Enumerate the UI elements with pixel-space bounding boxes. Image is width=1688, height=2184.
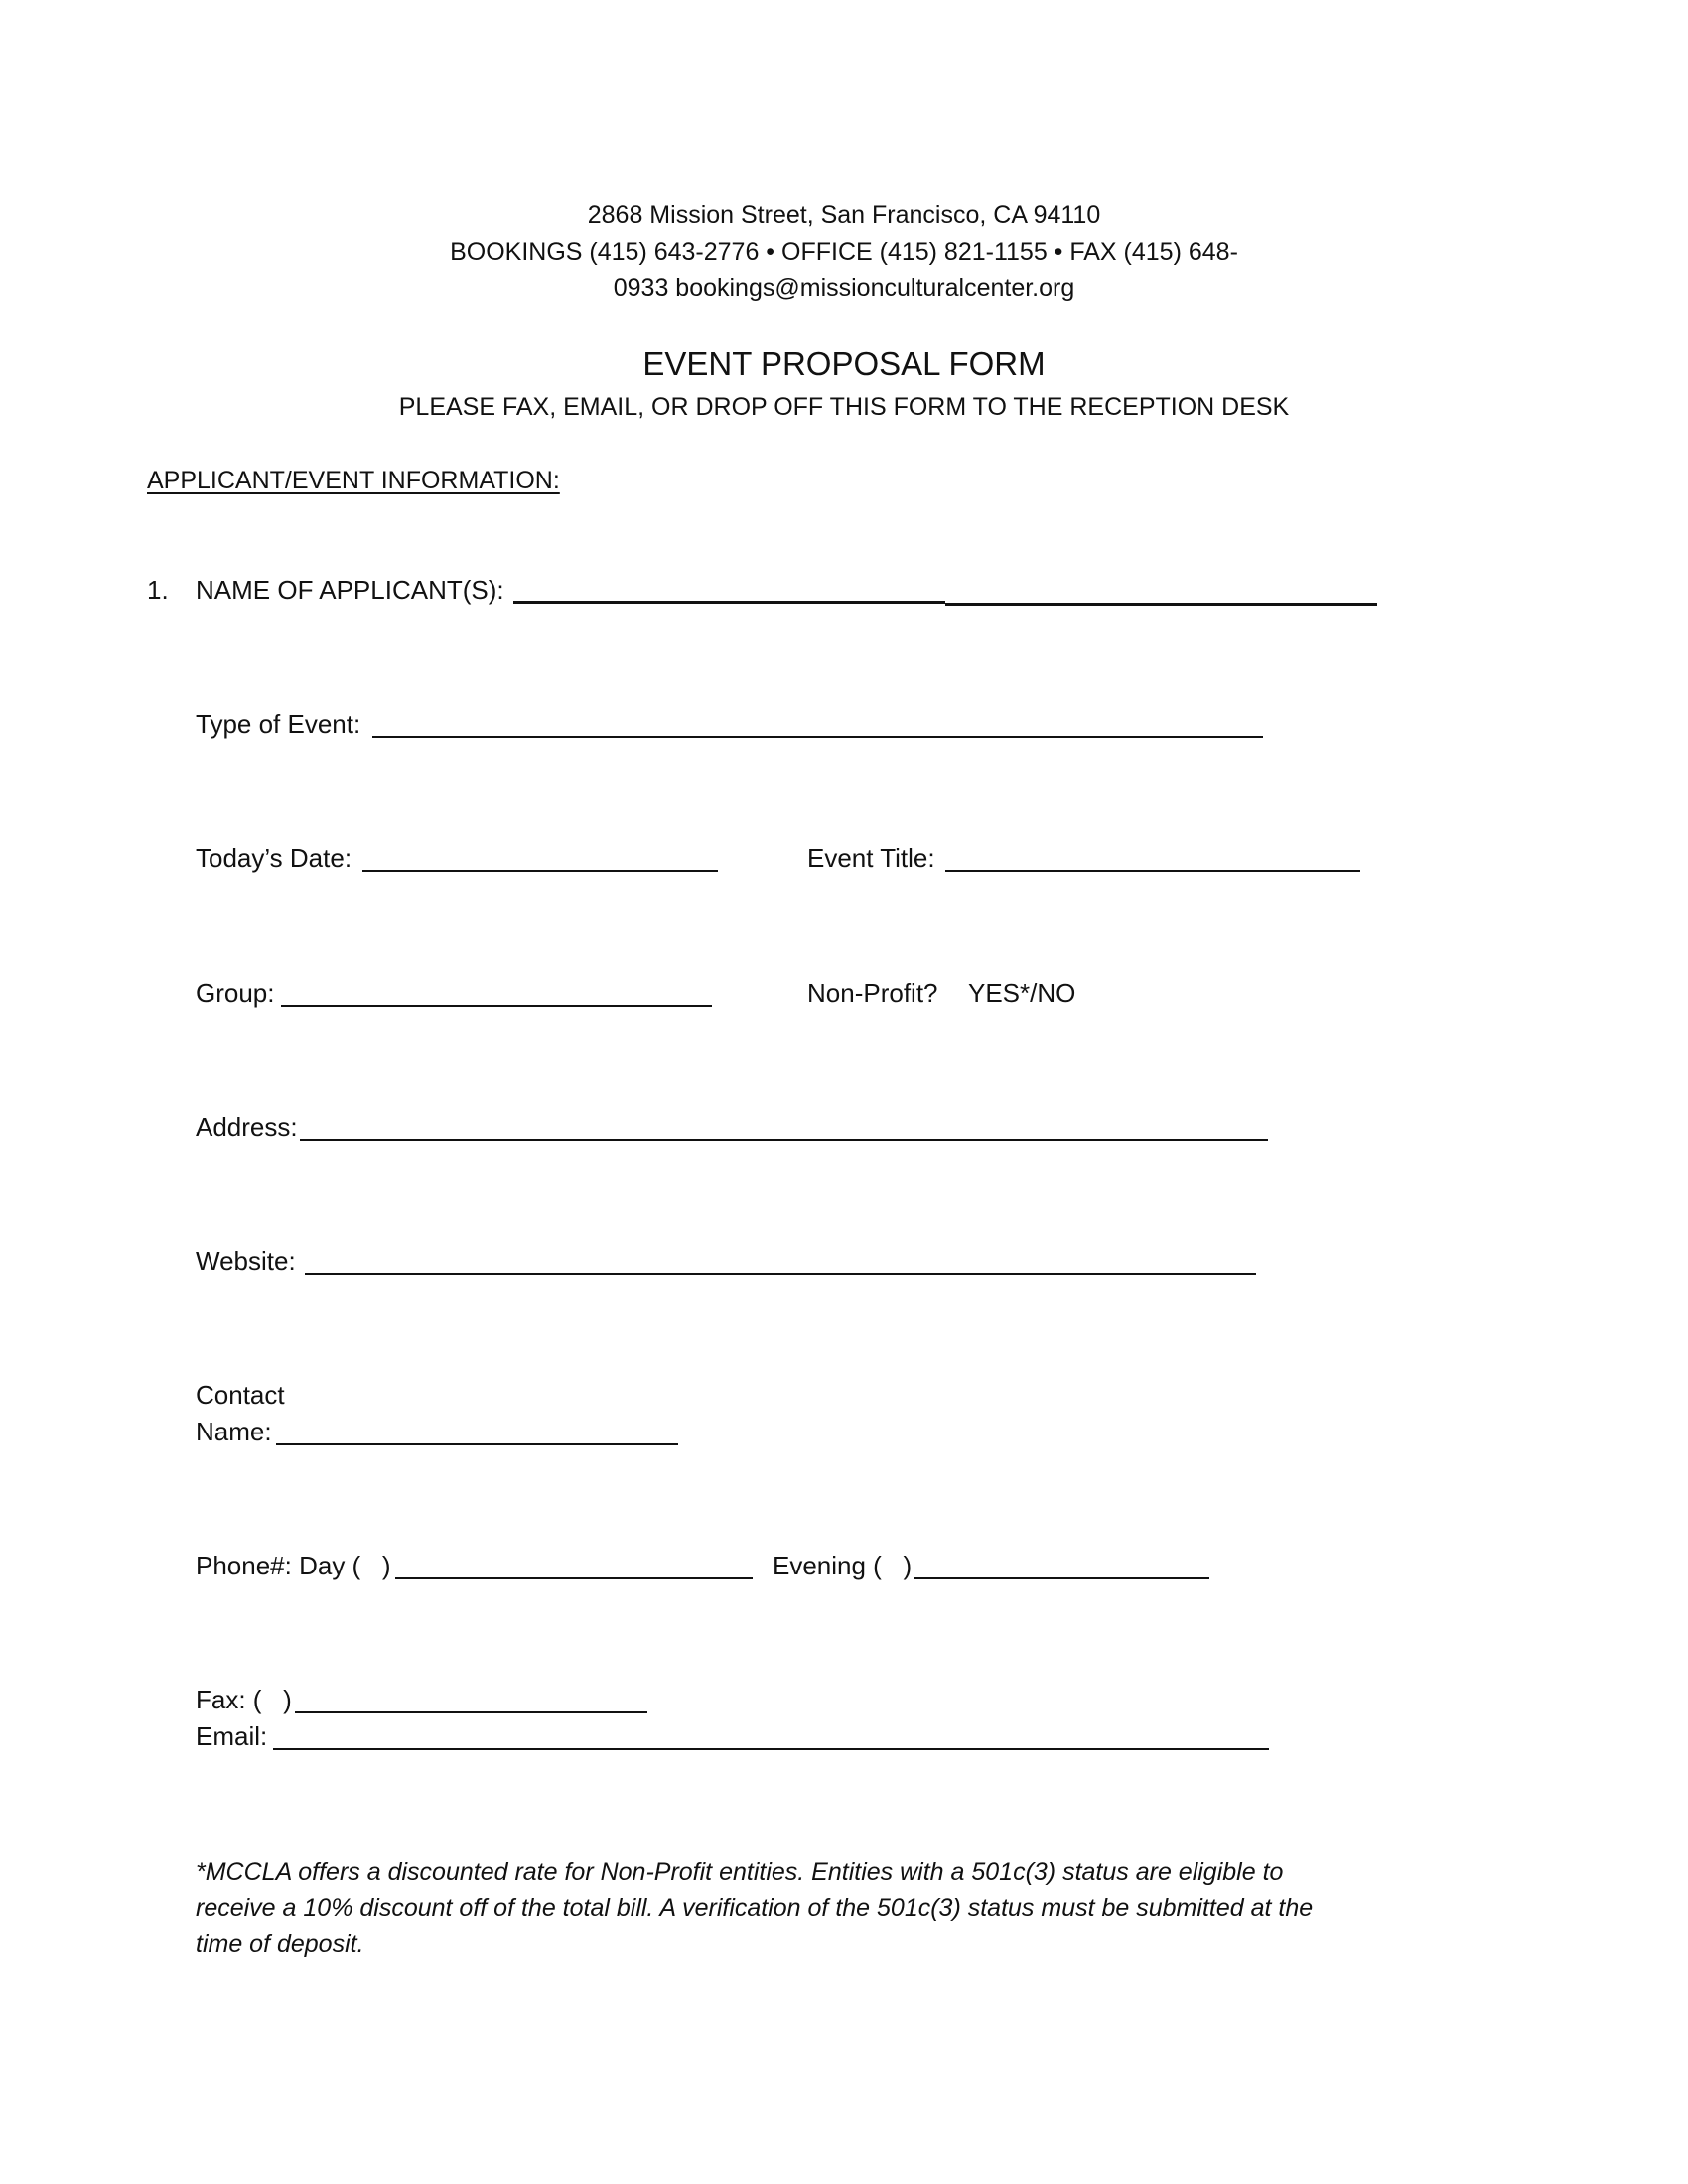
applicant-name-underline-b [945,603,1377,606]
phone-evening-input[interactable] [914,1548,1217,1577]
email-underline [273,1748,1269,1750]
phone-evening-underline [914,1577,1209,1579]
contact-name-label-line-1: Contact [196,1380,285,1410]
phone-evening-label: Evening ( ) [773,1551,913,1580]
todays-date-label: Today’s Date: [196,843,352,873]
non-profit-label: Non-Profit? [807,978,938,1008]
todays-date-input[interactable] [362,840,726,870]
group-input[interactable] [281,975,720,1005]
non-profit-options[interactable]: YES*/NO [968,978,1076,1008]
phone-day-label: Phone#: Day ( ) [196,1551,391,1580]
footnote-line-2: receive a 10% discount off of the total bill. A verification of the 501c(3) status must be submitted at the [196,1894,1314,1922]
applicant-name-input[interactable] [513,572,1385,602]
fax-label: Fax: ( ) [196,1685,292,1714]
form-subtitle: PLEASE FAX, EMAIL, OR DROP OFF THIS FORM TO THE RECEPTION DESK [398,393,1290,421]
header-address: 2868 Mission Street, San Francisco, CA 94110 [587,202,1101,229]
address-input[interactable] [300,1109,1276,1139]
header-contact-line-1: BOOKINGS (415) 643-2776 • OFFICE (415) 821-1155 • FAX (415) 648- [450,238,1238,266]
website-label: Website: [196,1246,296,1276]
fax-underline [295,1711,647,1713]
todays-date-underline [362,870,718,872]
event-title-underline [945,870,1360,872]
address-underline [300,1139,1268,1141]
contact-name-label-line-2: Name: [196,1417,272,1446]
event-title-input[interactable] [945,840,1368,870]
website-input[interactable] [305,1243,1264,1273]
email-input[interactable] [273,1718,1277,1748]
phone-day-underline [395,1577,753,1579]
event-title-label: Event Title: [807,843,935,873]
contact-name-underline [276,1443,678,1445]
group-underline [281,1005,712,1007]
form-title: EVENT PROPOSAL FORM [642,345,1046,382]
footnote-line-3: time of deposit. [196,1930,364,1958]
address-label: Address: [196,1112,298,1142]
section-heading: APPLICANT/EVENT INFORMATION: [147,467,560,494]
footnote-line-1: *MCCLA offers a discounted rate for Non-Profit entities. Entities with a 501c(3) status are eligible to [196,1858,1284,1886]
fax-input[interactable] [295,1682,655,1711]
applicant-number: 1. [147,575,169,605]
phone-day-input[interactable] [395,1548,761,1577]
group-label: Group: [196,978,275,1008]
contact-name-input[interactable] [276,1414,686,1443]
email-label: Email: [196,1721,268,1751]
event-type-underline [372,736,1263,738]
header-contact-line-2: 0933 bookings@missionculturalcenter.org [613,274,1075,302]
applicant-name-label: NAME OF APPLICANT(S): [196,575,504,605]
website-underline [305,1273,1256,1275]
event-type-label: Type of Event: [196,709,361,739]
event-type-input[interactable] [372,706,1271,736]
